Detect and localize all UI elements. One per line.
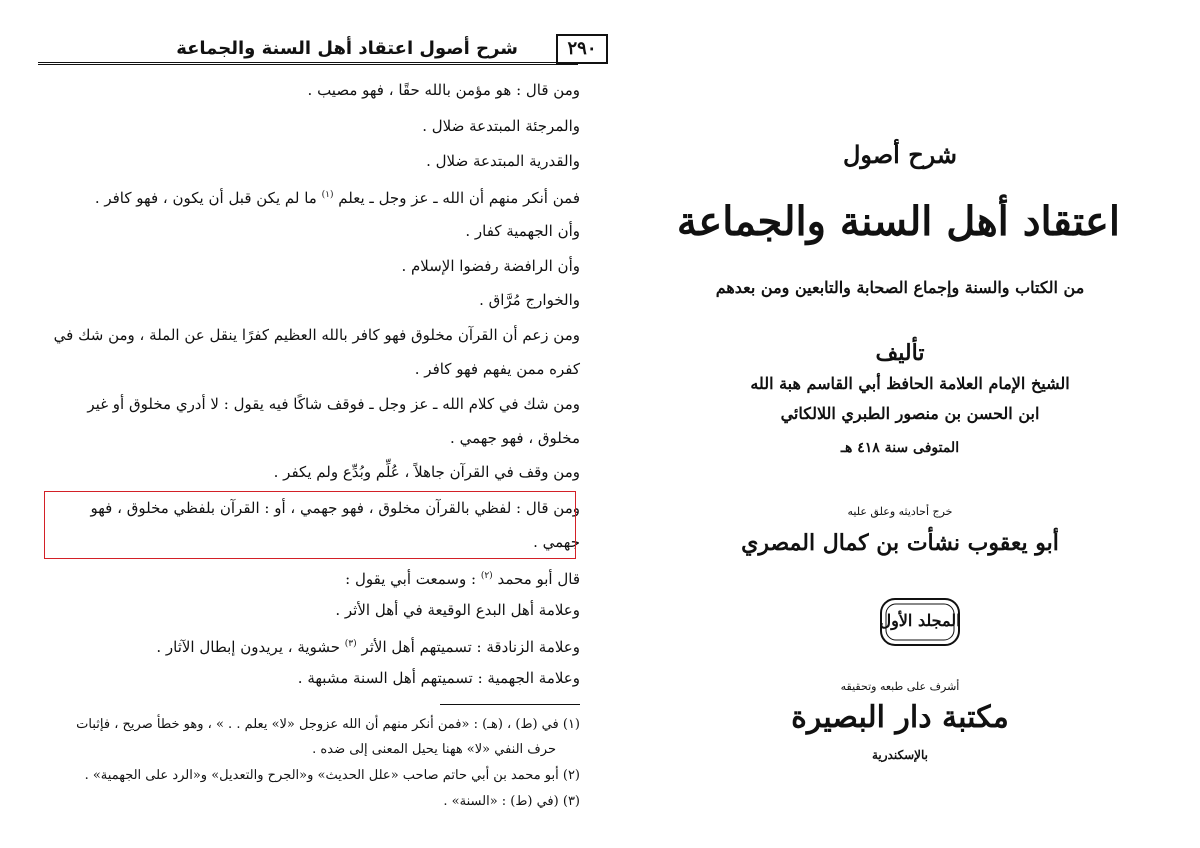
text-line: كفره ممن يفهم فهو كافر . bbox=[414, 360, 580, 378]
text-segment: حشوية ، يريدون إبطال الآثار . bbox=[156, 638, 340, 656]
footnote: (٣) (في (ط) : «السنة» . bbox=[443, 794, 580, 809]
text-segment: ما لم يكن قبل أن يكون ، فهو كافر . bbox=[94, 189, 317, 207]
text-segment: قال أبو محمد bbox=[497, 570, 580, 588]
main-title: اعتقاد أهل السنة والجماعة bbox=[676, 198, 1120, 245]
text-segment: وعلامة الزنادقة : تسميتهم أهل الأثر bbox=[361, 638, 580, 656]
highlight-box bbox=[44, 491, 576, 559]
text-line: وأن الجهمية كفار . bbox=[465, 222, 580, 240]
text-line: ومن قال : لفظي بالقرآن مخلوق ، فهو جهمي ، أو : القرآن بلفظي مخلوق ، فهو bbox=[90, 499, 580, 517]
text-line: وأن الرافضة رفضوا الإسلام . bbox=[401, 257, 580, 275]
text-line: ومن زعم أن القرآن مخلوق فهو كافر بالله العظيم كفرًا ينقل عن الملة ، ومن شك في bbox=[53, 326, 580, 344]
text-segment: فمن أنكر منهم أن الله ـ عز وجل ـ يعلم bbox=[338, 189, 580, 207]
death-date: المتوفى سنة ٤١٨ هـ bbox=[840, 440, 960, 456]
subtitle: من الكتاب والسنة وإجماع الصحابة والتابعين ومن بعدهم bbox=[715, 278, 1085, 297]
editor-label: خرج أحاديثه وعلق عليه bbox=[847, 505, 953, 518]
text-line: وعلامة أهل البدع الوقيعة في أهل الأثر . bbox=[335, 601, 580, 619]
text-line: ومن قال : هو مؤمن بالله حقًا ، فهو مصيب . bbox=[307, 81, 580, 99]
running-title: شرح أصول اعتقاد أهل السنة والجماعة bbox=[176, 38, 518, 59]
publisher-label: أشرف على طبعه وتحقيقه bbox=[840, 680, 960, 693]
authored-label: تأليف bbox=[875, 340, 925, 366]
text-line: والقدرية المبتدعة ضلال . bbox=[426, 152, 580, 170]
text-line: والمرجئة المبتدعة ضلال . bbox=[422, 117, 580, 135]
text-line: ومن وقف في القرآن جاهلاً ، عُلِّم وبُدِّع ولم يكفر . bbox=[273, 463, 580, 481]
title-page bbox=[620, 0, 1200, 848]
footnote-rule bbox=[440, 704, 580, 705]
author-line-1: الشيخ الإمام العلامة الحافظ أبي القاسم هبة الله bbox=[750, 374, 1070, 393]
footnote: (١) في (ط) ، (هـ) : «فمن أنكر منهم أن الله عزوجل «لا» يعلم . . » ، وهو خطأ صريح ، فإثبات bbox=[76, 717, 580, 732]
text-line: مخلوق ، فهو جهمي . bbox=[450, 429, 580, 447]
footnote: (٢) أبو محمد بن أبي حاتم صاحب «علل الحديث» و«الجرح والتعديل» و«الرد على الجهمية» . bbox=[84, 768, 580, 783]
editor-name: أبو يعقوب نشأت بن كمال المصري bbox=[741, 530, 1059, 556]
text-line: جهمي . bbox=[533, 533, 580, 551]
text-segment: : وسمعت أبي يقول : bbox=[345, 570, 477, 588]
footnote-marker: (٣) bbox=[344, 639, 357, 649]
page-number: ٢٩٠ bbox=[556, 34, 608, 64]
footnote-marker: (١) bbox=[321, 190, 334, 200]
right-page bbox=[620, 0, 1200, 848]
text-line bbox=[95, 185, 580, 208]
text-line: ومن شك في كلام الله ـ عز وجل ـ فوقف شاكًا فيه يقول : لا أدري مخلوق أو غير bbox=[87, 395, 580, 413]
running-head bbox=[38, 34, 597, 64]
header-rule bbox=[38, 62, 578, 65]
text-line: وعلامة الجهمية : تسميتهم أهل السنة مشبهة . bbox=[297, 669, 580, 687]
volume-label: المجلد الأول bbox=[879, 611, 961, 630]
text-line bbox=[345, 566, 580, 589]
footnote-marker: (٢) bbox=[480, 571, 493, 581]
text-line: والخوارج مُرَّاق . bbox=[479, 291, 580, 309]
footnote: حرف النفي «لا» ههنا يحيل المعنى إلى ضده . bbox=[312, 742, 556, 757]
publisher-city: بالإسكندرية bbox=[871, 748, 928, 762]
author-line-2: ابن الحسن بن منصور الطبري اللالكائي bbox=[780, 404, 1040, 423]
pre-title: شرح أصول bbox=[842, 140, 958, 169]
publisher-name: مكتبة دار البصيرة bbox=[791, 700, 1009, 735]
text-line bbox=[156, 634, 580, 657]
